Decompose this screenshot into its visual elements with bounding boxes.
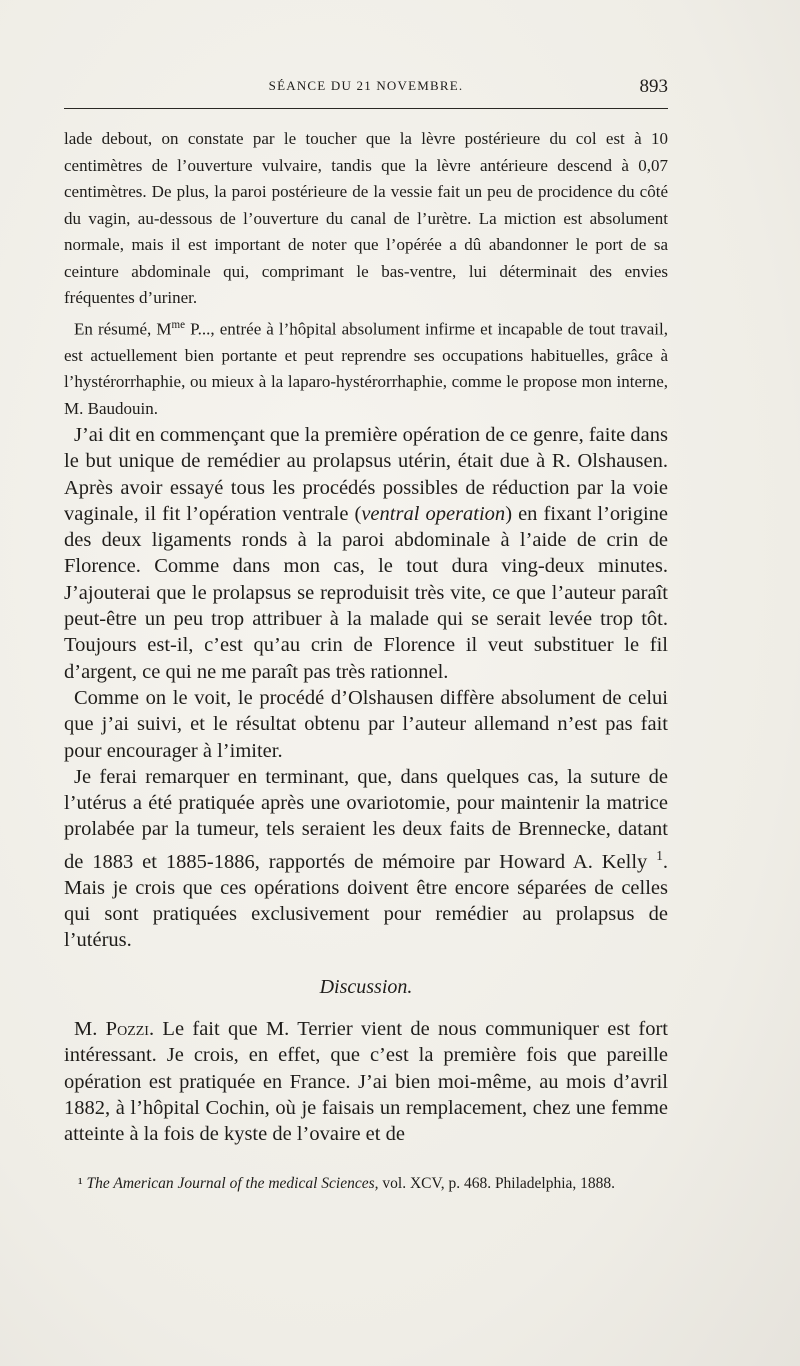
text-run: P..., entrée à l’hôpital absolument infirme et incapable de tout travail, est actuellement bien portante et peut reprendre ses occupations habituelles, grâce à l’hystérorrhaphie, ou mieux à la laparo-hystérorrhaphie, comme le propose mon interne, M. Baudouin. bbox=[64, 319, 669, 418]
footnote bbox=[64, 1171, 668, 1196]
paragraph: Comme on le voit, le procédé d’Olshausen diffère absolument de celui que j’ai suivi, et le résultat obtenu par l’auteur allemand n’est pas fait pour encourager à l’imiter. bbox=[64, 686, 668, 762]
paragraph bbox=[64, 312, 668, 423]
header-rule bbox=[64, 108, 668, 109]
text-run: J’ai dit en commençant que la première opération de ce genre, faite dans le but unique de remédier au prolapsus utérin, était due à R. Olshausen. Après avoir essayé tous les procédés possibles de réduction par la voie vaginale, il fit l’opération ventrale ( bbox=[64, 424, 668, 525]
text-run: . Mais je crois que ces opérations doivent être encore séparées de celles qui sont pratiquées exclusivement pour remédier au prolapsus de l’utérus. bbox=[64, 850, 668, 952]
text-run: Le fait que M. Terrier vient de nous communiquer est fort intéressant. Je crois, en effet, que c’est la première fois que pareille opération est pratiquée en France. J’ai bien moi-même, au mois d’avril 1882, à l’hôpital Cochin, où je faisais un remplacement, chez une femme atteinte à la fois de kyste de l’ovaire et de bbox=[64, 1018, 668, 1146]
superscript: me bbox=[171, 318, 185, 331]
commentary-section bbox=[64, 422, 668, 954]
footnote-text bbox=[64, 1171, 668, 1196]
section-title: Discussion. bbox=[319, 976, 413, 998]
footnote-ref[interactable]: 1 bbox=[656, 847, 663, 863]
running-head: SÉANCE DU 21 NOVEMBRE. bbox=[268, 78, 464, 93]
page-number: 893 bbox=[639, 76, 668, 97]
paragraph: lade debout, on constate par le toucher que la lèvre postérieure du col est à 10 centimètres de l’ouverture vulvaire, tandis que la lèvre antérieure descend à 0,07 centimètres. De plus, la paroi postérieure de la vessie fait un peu de procidence du côté du vagin, au-dessous de l’ouverture du canal de l’urètre. La miction est absolument normale, mais il est important de noter que l’opérée a dû abandonner le port de sa ceinture abdominale qui, comprimant le bas-ventre, lui déterminait des envies fréquentes d’uriner. bbox=[64, 129, 668, 307]
paragraph bbox=[64, 422, 668, 685]
journal-title: The American Journal of the medical Sciences, bbox=[86, 1175, 379, 1192]
speaker-name: M. Pozzi. bbox=[74, 1018, 155, 1040]
text-run: ) en fixant l’origine des deux ligaments ronds à la paroi abdominale à l’aide de crin de Florence. Comme dans mon cas, le tout dura ving-deux minutes. J’ajouterai que le prolapsus se reproduisit très vite, ce que l’auteur paraît peut-être un peu trop attribuer à la malade qui se serait levée trop tôt. Toujours est-il, c’est qu’au crin de Florence il veut substituer le fil d’argent, ce qui ne me paraît pas très rationnel. bbox=[64, 502, 668, 683]
text-run: vol. XCV, p. 468. Philadelphia, 1888. bbox=[378, 1175, 616, 1192]
footnote-mark: ¹ bbox=[78, 1175, 83, 1192]
text-run: Je ferai remarquer en terminant, que, dans quelques cas, la suture de l’utérus a été pratiquée après une ovariotomie, pour maintenir la matrice prolabée par la tumeur, tels seraient les deux faits de Brennecke, datant de 1883 et 1885-1886, rapportés de mémoire par Howard A. Kelly bbox=[64, 765, 668, 873]
paragraph bbox=[64, 1016, 668, 1147]
page-header bbox=[64, 78, 668, 102]
paragraph bbox=[64, 764, 668, 954]
text-run: En résumé, M bbox=[74, 319, 172, 339]
case-report-section bbox=[64, 126, 668, 422]
italic-term: ventral operation bbox=[361, 502, 506, 525]
discussion-section bbox=[64, 1016, 668, 1147]
